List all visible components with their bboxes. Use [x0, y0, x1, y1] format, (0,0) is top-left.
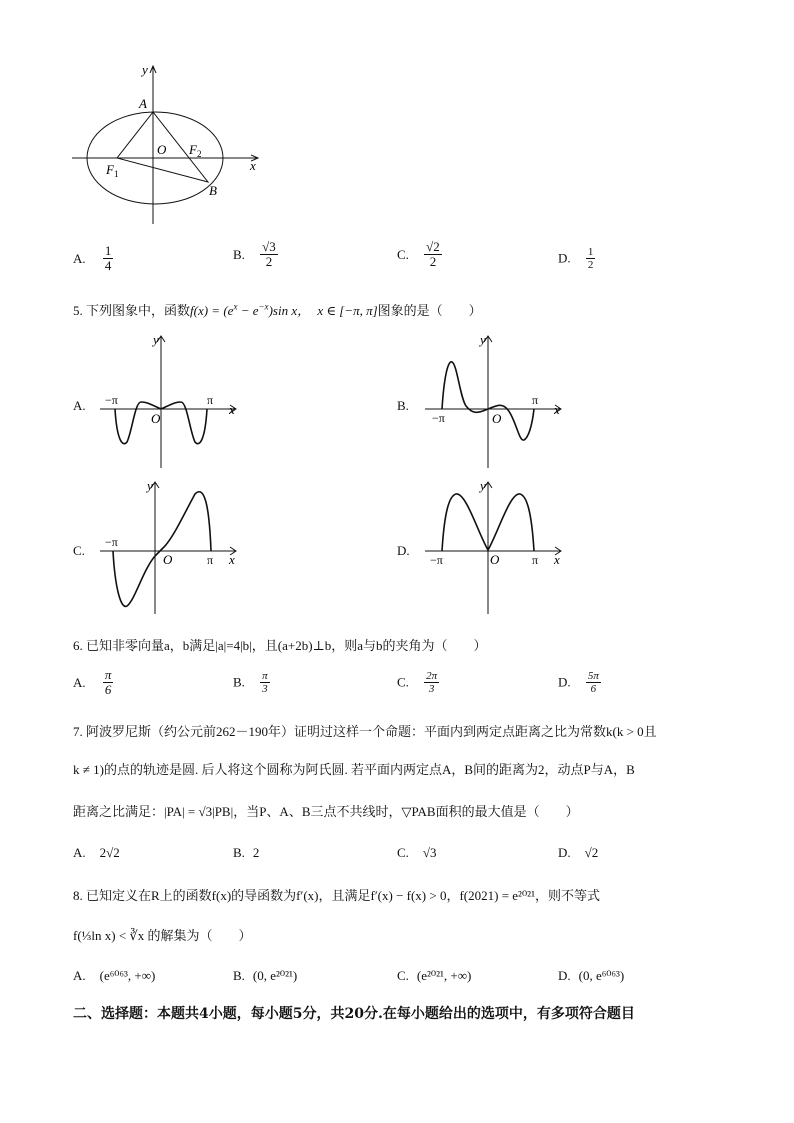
q4-option-d[interactable]: D. $\frac{1}{2}$ [558, 246, 594, 272]
svg-text:y: y [147, 478, 153, 493]
curve-c [113, 492, 214, 607]
q7-option-c[interactable]: C. √3 [397, 845, 437, 860]
svg-text:−π: −π [105, 535, 118, 549]
svg-text:x: x [554, 552, 560, 567]
svg-text:y: y [153, 332, 159, 347]
q8-option-d[interactable]: D. (0, e⁶⁰⁶³) [558, 968, 625, 983]
q8-line-2: f(⅓ln x) < ∛x 的解集为（ ） [73, 928, 252, 943]
svg-text:−π: −π [105, 393, 118, 407]
label-f1: $F_1$ [106, 162, 119, 179]
label-f2: $F_2$ [189, 142, 202, 159]
svg-text:O: O [151, 411, 161, 426]
svg-text:y: y [480, 332, 486, 347]
q5-option-b-label[interactable]: B. [397, 398, 409, 413]
label-o: O [157, 142, 167, 157]
q7-line-1: 7. 阿波罗尼斯（约公元前262－190年）证明过这样一个命题：平面内到两定点距离之比为常数k(k > 0且 [73, 724, 657, 739]
svg-text:π: π [532, 553, 539, 567]
q6-option-a[interactable]: A. $\frac{\pi}{6}$ [73, 667, 112, 698]
q4-option-c[interactable]: C. $\frac{√2}{2}$ [397, 239, 440, 270]
q7-option-d[interactable]: D. √2 [558, 845, 599, 860]
graph-a[interactable] [95, 332, 245, 470]
svg-text:−π: −π [432, 411, 445, 425]
svg-text:y: y [480, 478, 486, 493]
graph-d[interactable] [420, 478, 570, 616]
svg-text:O: O [492, 411, 502, 426]
ellipse-figure [60, 60, 280, 232]
q5-option-d-label[interactable]: D. [397, 543, 410, 558]
q7-line-2: k ≠ 1)的点的轨迹是圆. 后人将这个圆称为阿氏圆. 若平面内两定点A，B间的距离为2，动点P与A，B [73, 762, 635, 777]
graph-b[interactable] [420, 332, 570, 470]
q7-option-a[interactable]: A. 2√2 [73, 845, 120, 860]
svg-text:π: π [207, 553, 214, 567]
q7-line-3: 距离之比满足：|PA| = √3|PB|，当P、A、B三点不共线时，▽PAB面积的最大值是（ ） [73, 804, 579, 819]
q8-option-b[interactable]: B. (0, e²⁰²¹) [233, 968, 298, 983]
label-a: A [139, 96, 147, 111]
section-2-heading: 二、选择题：本题共4小题，每小题5分，共20分.在每小题给出的选项中，有多项符合题目 [73, 1006, 635, 1022]
q5-stem: 5. 下列图象中，函数$f(x) = (e^x - e^{-x})\sin$ x， x ∈ [−π, π]图象的是（ ） [73, 301, 482, 318]
graph-c[interactable] [95, 478, 245, 616]
q4-option-b[interactable]: B. $\frac{√3}{2}$ [233, 239, 276, 270]
q6-stem: 6. 已知非零向量a，b满足|a|=4|b|，且(a+2b)⊥b，则a与b的夹角为（ ） [73, 638, 487, 653]
svg-text:π: π [532, 393, 539, 407]
q6-option-d[interactable]: D. $\frac{5\pi}{6}$ [558, 670, 599, 696]
label-b: B [209, 183, 217, 198]
q8-option-a[interactable]: A. (e⁶⁰⁶³, +∞) [73, 968, 156, 983]
label-x: x [250, 158, 256, 173]
q7-option-b[interactable]: B. 2 [233, 845, 260, 860]
q6-option-b[interactable]: B. $\frac{\pi}{3}$ [233, 670, 268, 696]
svg-text:x: x [229, 552, 235, 567]
q4-option-a[interactable]: A. $\frac{1}{4}$ [73, 243, 112, 274]
svg-text:O: O [163, 552, 173, 567]
label-y: y [142, 62, 148, 77]
svg-text:O: O [490, 552, 500, 567]
svg-text:π: π [207, 393, 214, 407]
svg-text:x: x [229, 402, 235, 417]
svg-text:−π: −π [430, 553, 443, 567]
q5-option-c-label[interactable]: C. [73, 543, 85, 558]
svg-text:x: x [554, 402, 560, 417]
q5-option-a-label[interactable]: A. [73, 398, 86, 413]
q6-option-c[interactable]: C. $\frac{2\pi}{3}$ [397, 670, 438, 696]
q8-line-1: 8. 已知定义在R上的函数f(x)的导函数为f′(x)，且满足f′(x) − f(x) > 0，f(2021) = e²⁰²¹，则不等式 [73, 888, 600, 903]
q8-option-c[interactable]: C. (e²⁰²¹, +∞) [397, 968, 472, 983]
